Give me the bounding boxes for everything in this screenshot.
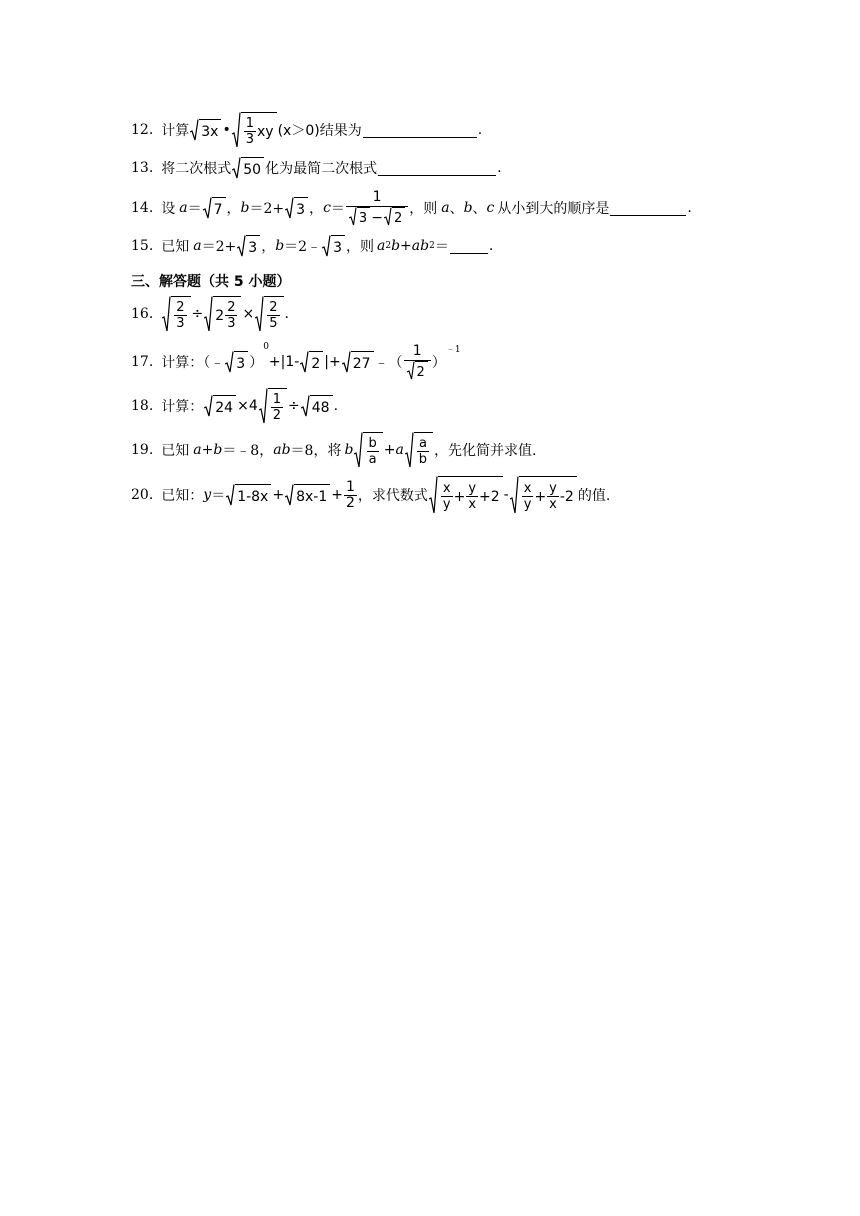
problem-14: 14. 设 a ＝ 7 ， b ＝2+ 3 ， c ＝ 1 3 − 2 ，则 a 、 b 、 c 从小到大的顺序是 . [131,189,692,226]
problem-19: 19. 已知 a+b ＝﹣8， ab ＝8，将 b $\frac{b}{a}$ + a $\frac{a}{b}$ ，先化简并求值. [131,432,537,468]
problem-text: 计算 [161,123,190,139]
sqrt-b-over-a: $\frac{b}{a}$ [354,432,382,468]
sqrt-8x-minus-1: 8x-1 [285,484,330,506]
sqrt-half: $\frac{1}{2}$ [259,388,287,424]
sqrt-expression-minus: $\frac{x}{y}$ + $\frac{y}{x}$ -2 [510,476,577,514]
sqrt-24: 24 [204,395,236,417]
problem-16: 16. $\frac{2}{3}$ ÷ 2 $\frac{2}{3}$ × $\frac{2}{5}$ . [131,296,289,332]
sqrt-2: 2 [300,351,323,373]
sqrt-mixed-number: 2 $\frac{2}{3}$ [204,296,241,332]
sqrt-3: 3 [225,351,248,373]
sqrt-3: 3 [285,197,308,219]
problem-17: 17. 计算：（﹣ 3 ） 0 +| 1- 2 |+ 27 ﹣（ $\frac{1}{2}$ ） $^{﹣1}$ [131,342,461,380]
problem-12: 12. 计算 3x • $\frac{1}{3}$ xy (x＞0) 结果为 . [131,112,482,148]
answer-blank[interactable] [610,201,686,216]
fraction: $\frac{1}{2}$ [345,478,355,511]
sqrt-expression-plus: $\frac{x}{y}$ + $\frac{y}{x}$ +2 [429,476,503,514]
sqrt-third-xy: $\frac{1}{3}$ xy [232,112,277,148]
problem-number: 19. [131,442,154,458]
section-heading: 三、解答题（共 5 小题） [131,274,291,290]
sqrt-7: 7 [203,197,226,219]
sqrt-48: 48 [301,395,333,417]
sqrt-two-thirds: $\frac{2}{3}$ [162,296,190,332]
sqrt-3: 3 [322,235,345,257]
problem-18: 18. 计算： 24 ×4 $\frac{1}{2}$ ÷ 48 . [131,388,338,424]
answer-blank[interactable] [378,161,496,176]
sqrt-3: 3 [237,235,260,257]
problem-15: 15. 已知 a ＝2+ 3 ， b ＝2﹣ 3 ，则 a 2 b+ab 2 ＝ . [131,235,493,257]
fraction: 1 3 − 2 [346,188,408,228]
problem-number: 17. [131,354,154,370]
sqrt-two-fifths: $\frac{2}{5}$ [255,296,283,332]
sqrt-1-minus-8x: 1-8x [226,484,271,506]
problem-number: 16. [131,306,154,322]
sqrt-3x: 3x [190,119,221,141]
problem-13: 13. 将二次根式 50 化为最简二次根式 . [131,157,502,179]
sqrt-50: 50 [232,157,264,179]
problem-number: 12. [131,122,154,138]
fraction: $\frac{1}{2}$ [404,342,431,382]
sqrt-a-over-b: $\frac{a}{b}$ [405,432,433,468]
problem-20: 20. 已知： y ＝ 1-8x + 8x-1 + $\frac{1}{2}$ ，求代数式 $\frac{x}{y}$ + $\frac{y}{x}$ +2 - $\frac{x}{y}$ + $\frac{y}{x}$ -2 的值. [131,476,610,514]
problem-number: 13. [131,160,154,176]
answer-blank[interactable] [450,239,488,254]
problem-number: 15. [131,238,154,254]
problem-number: 14. [131,200,154,216]
sqrt-27: 27 [342,351,374,373]
problem-number: 18. [131,398,154,414]
fraction: $\frac{1}{3}$ [245,116,255,147]
answer-blank[interactable] [363,123,477,138]
problem-number: 20. [131,487,154,503]
